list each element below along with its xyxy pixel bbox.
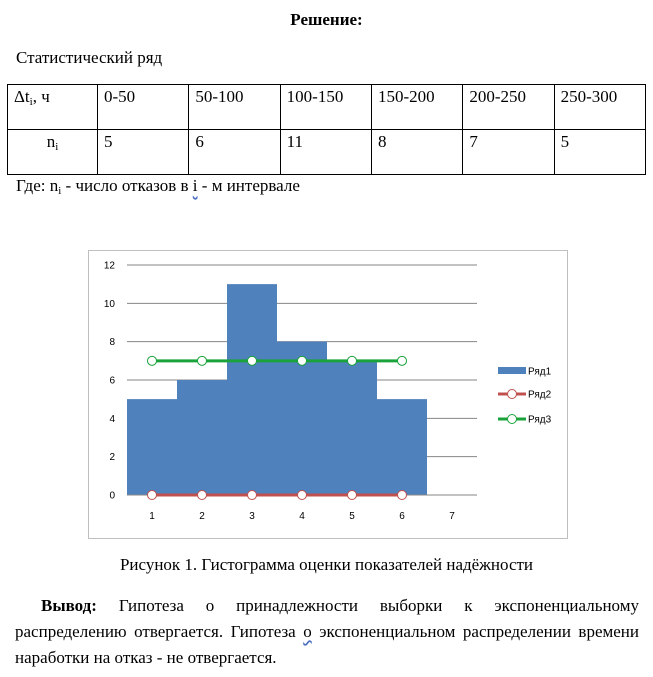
interval-cell: 150-200 (371, 85, 462, 130)
series-3-point (148, 356, 157, 365)
series-2-point (248, 491, 257, 500)
legend-label: Ряд3 (528, 414, 552, 426)
x-tick-label: 4 (299, 511, 305, 522)
count-cell: 11 (280, 130, 371, 175)
y-tick-label: 6 (109, 375, 115, 387)
conclusion-paragraph (15, 593, 639, 671)
series-2-point (298, 491, 307, 500)
where-prefix: Где: n (16, 176, 59, 195)
y-tick-label: 4 (109, 413, 115, 425)
interval-cell: 0-50 (98, 85, 189, 130)
series-3-point (398, 356, 407, 365)
x-tick-label: 7 (449, 511, 455, 522)
count-cell: 5 (554, 130, 645, 175)
n-label: n (46, 132, 56, 151)
series-3-point (348, 356, 357, 365)
where-middle: - число отказов в (61, 176, 193, 195)
interval-cell: 200-250 (463, 85, 554, 130)
interval-cell: 250-300 (554, 85, 645, 130)
legend-note (16, 176, 300, 197)
histogram-svg (89, 251, 567, 538)
legend-label: Ряд1 (528, 366, 552, 378)
conclusion-label: Вывод: (41, 596, 97, 615)
solution-heading: Решение: (290, 10, 363, 29)
statistical-series-table (7, 84, 646, 175)
delta-t-unit: , ч (32, 87, 50, 106)
x-tick-label: 1 (149, 511, 155, 522)
conclusion-text-2: экспоненциальном распределении времени наработки на отказ - не отвергается. (15, 622, 639, 667)
series-3-point (248, 356, 257, 365)
where-index: i (192, 176, 198, 195)
statistical-series-label: Статистический ряд (16, 48, 163, 67)
y-tick-label: 12 (103, 260, 115, 272)
x-tick-label: 3 (249, 511, 255, 522)
legend-swatch-series-1 (498, 367, 526, 374)
series-2-point (148, 491, 157, 500)
count-cell: 5 (98, 130, 189, 175)
series-3-point (198, 356, 207, 365)
where-suffix: - м интервале (197, 176, 300, 195)
count-cell: 6 (189, 130, 280, 175)
figure-caption: Рисунок 1. Гистограмма оценки показателей надёжности (119, 555, 534, 574)
table-row-counts (8, 130, 646, 175)
x-tick-label: 5 (349, 511, 355, 522)
count-cell: 8 (371, 130, 462, 175)
legend-marker-series-3 (508, 415, 517, 424)
y-tick-label: 2 (109, 452, 115, 464)
series-2-point (348, 491, 357, 500)
where-subscript: i (58, 185, 62, 197)
interval-cell: 100-150 (280, 85, 371, 130)
conclusion-text-1: Гипотеза о принадлежности выборки к экспоненциальному распределению отвергается. Гипотеза (15, 596, 639, 641)
n-subscript: i (55, 141, 59, 153)
series-1-area (127, 284, 427, 495)
conclusion-wavy-word: о (303, 622, 312, 641)
x-tick-label: 2 (199, 511, 205, 522)
histogram-chart (88, 250, 568, 539)
delta-t-label: Δt (14, 87, 30, 106)
count-header-cell (8, 130, 98, 175)
count-cell: 7 (463, 130, 554, 175)
interval-header-cell (8, 85, 98, 130)
table-row-intervals (8, 85, 646, 130)
series-2-point (198, 491, 207, 500)
interval-cell: 50-100 (189, 85, 280, 130)
delta-t-subscript: i (29, 96, 33, 108)
x-tick-label: 6 (399, 511, 405, 522)
y-tick-label: 10 (103, 298, 115, 310)
series-2-point (398, 491, 407, 500)
y-tick-label: 8 (109, 337, 115, 349)
series-3-point (298, 356, 307, 365)
legend-label: Ряд2 (528, 389, 552, 401)
legend-marker-series-2 (508, 390, 517, 399)
y-tick-label: 0 (109, 490, 115, 502)
